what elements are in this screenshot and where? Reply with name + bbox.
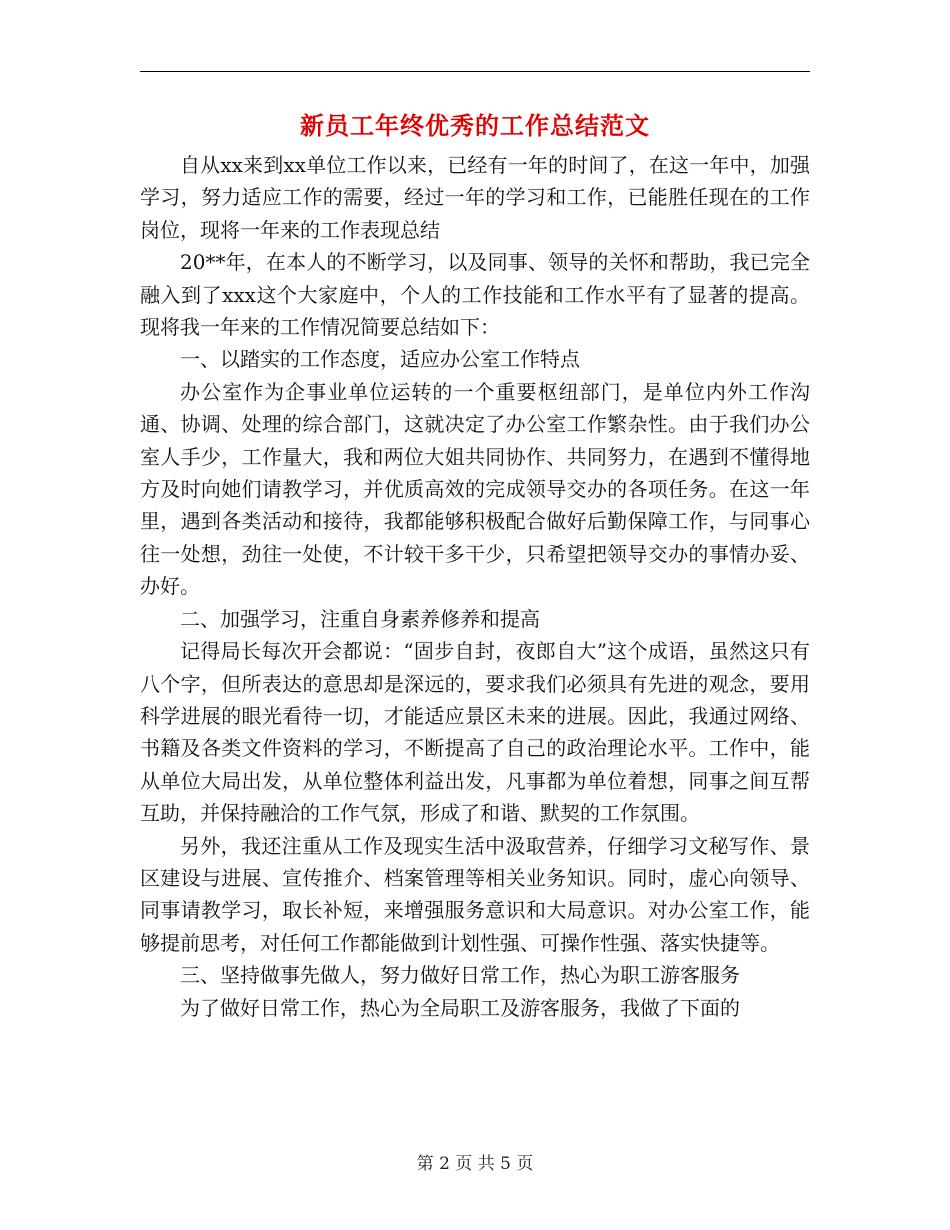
section-heading-3: 三、坚持做事先做人，努力做好日常工作，热心为职工游客服务 (180, 963, 740, 988)
page-number: 第 2 页 共 5 页 (416, 1154, 534, 1174)
section-heading-2: 二、加强学习，注重自身素养修养和提高 (180, 606, 540, 631)
header-rule (140, 71, 810, 72)
paragraph-overview: 20**年，在本人的不断学习，以及同事、领导的关怀和帮助，我已完全融入到了xxx这个大家庭中，个人的工作技能和工作水平有了显著的提高。现将我一年来的工作情况简要总结如下： (140, 250, 810, 340)
document-body (140, 149, 810, 1024)
paragraph-section-3: 为了做好日常工作，热心为全局职工及游客服务，我做了下面的 (180, 995, 740, 1020)
section-heading-1: 一、以踏实的工作态度，适应办公室工作特点 (180, 347, 580, 372)
paragraph-intro: 自从xx来到xx单位工作以来，已经有一年的时间了，在这一年中，加强学习，努力适应工作的需要，经过一年的学习和工作，已能胜任现在的工作岗位，现将一年来的工作表现总结 (140, 153, 810, 242)
document-title: 新员工年终优秀的工作总结范文 (300, 111, 650, 140)
paragraph-section-2: 记得局长每次开会都说：“固步自封，夜郎自大”这个成语，虽然这只有八个字，但所表达的意思却是深远的，要求我们必须具有先进的观念，要用科学进展的眼光看待一切，才能适应景区未来的进展。因此，我通过网络、书籍及各类文件资料的学习，不断提高了自己的政治理论水平。工作中，能从单位大局出发，从单位整体利益出发，凡事都为单位着想，同事之间互帮互助，并保持融洽的工作气氛，形成了和谐、默契的工作氛围。 (140, 639, 810, 826)
paragraph-section-2-extra: 另外，我还注重从工作及现实生活中汲取营养，仔细学习文秘写作、景区建设与进展、宣传推介、档案管理等相关业务知识。同时，虚心向领导、同事请教学习，取长补短，来增强服务意识和大局意识。对办公室工作，能够提前思考，对任何工作都能做到计划性强、可操作性强、落实快捷等。 (140, 833, 810, 955)
paragraph-section-1: 办公室作为企事业单位运转的一个重要枢纽部门，是单位内外工作沟通、协调、处理的综合部门，这就决定了办公室工作繁杂性。由于我们办公室人手少，工作量大，我和两位大姐共同协作、共同努力，在遇到不懂得地方及时向她们请教学习，并优质高效的完成领导交办的各项任务。在这一年里，遇到各类活动和接待，我都能够积极配合做好后勤保障工作，与同事心往一处想，劲往一处使，不计较干多干少，只希望把领导交办的事情办妥、办好。 (140, 379, 810, 599)
